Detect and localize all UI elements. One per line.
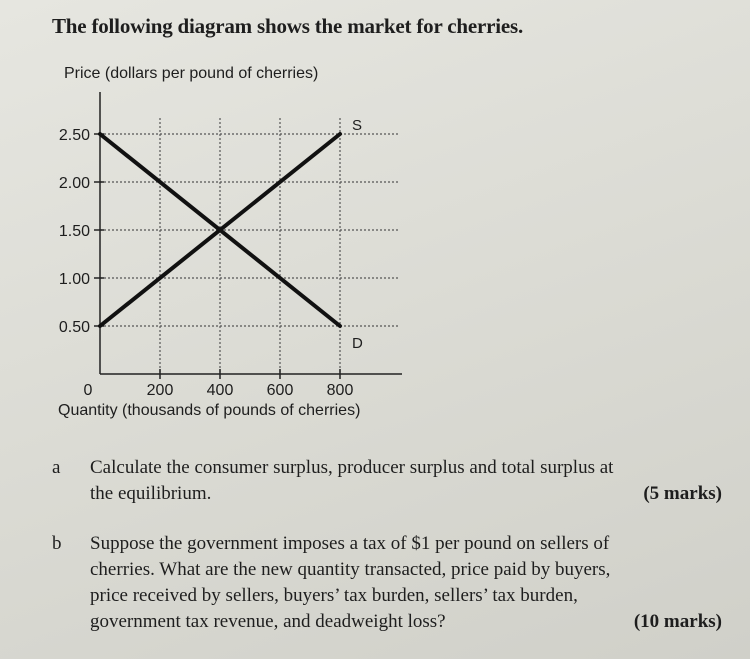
page-title: The following diagram shows the market for cherries. <box>52 14 523 38</box>
question-a-letter: a <box>52 457 61 478</box>
question-b <box>52 531 722 641</box>
y-tick-label: 1.50 <box>58 223 90 240</box>
series-label-s: S <box>352 117 363 134</box>
question-b-marks: (10 marks) <box>633 611 722 632</box>
y-tick-label: 2.50 <box>58 127 90 144</box>
question-b-line-3: price received by sellers, buyers’ tax burden, sellers’ tax burden, <box>90 585 578 606</box>
x-tick-label: 200 <box>146 382 174 399</box>
y-axis-label: Price (dollars per pound of cherries) <box>64 65 319 82</box>
x-tick-label: 600 <box>266 382 294 399</box>
question-b-line-2: cherries. What are the new quantity transacted, price paid by buyers, <box>90 559 611 580</box>
x-tick-label: 800 <box>326 382 354 399</box>
question-a <box>52 455 722 511</box>
question-b-line-4: government tax revenue, and deadweight loss? <box>90 611 446 632</box>
x-axis-label: Quantity (thousands of pounds of cherries) <box>58 402 361 419</box>
series-lines <box>100 117 363 352</box>
question-a-marks: (5 marks) <box>643 483 722 504</box>
question-a-line-1: Calculate the consumer surplus, producer surplus and total surplus at <box>90 457 614 478</box>
question-b-line-1: Suppose the government imposes a tax of $1 per pound on sellers of <box>90 533 610 554</box>
question-b-letter: b <box>52 533 62 554</box>
x-tick-label: 400 <box>206 382 234 399</box>
y-ticks <box>59 127 104 336</box>
y-tick-label: 2.00 <box>58 175 90 192</box>
y-tick-label: 1.00 <box>58 271 90 288</box>
series-label-d: D <box>352 335 363 352</box>
question-a-line-2: the equilibrium. <box>90 483 212 504</box>
y-tick-label: 0.50 <box>58 319 90 336</box>
origin-label: 0 <box>83 382 93 399</box>
